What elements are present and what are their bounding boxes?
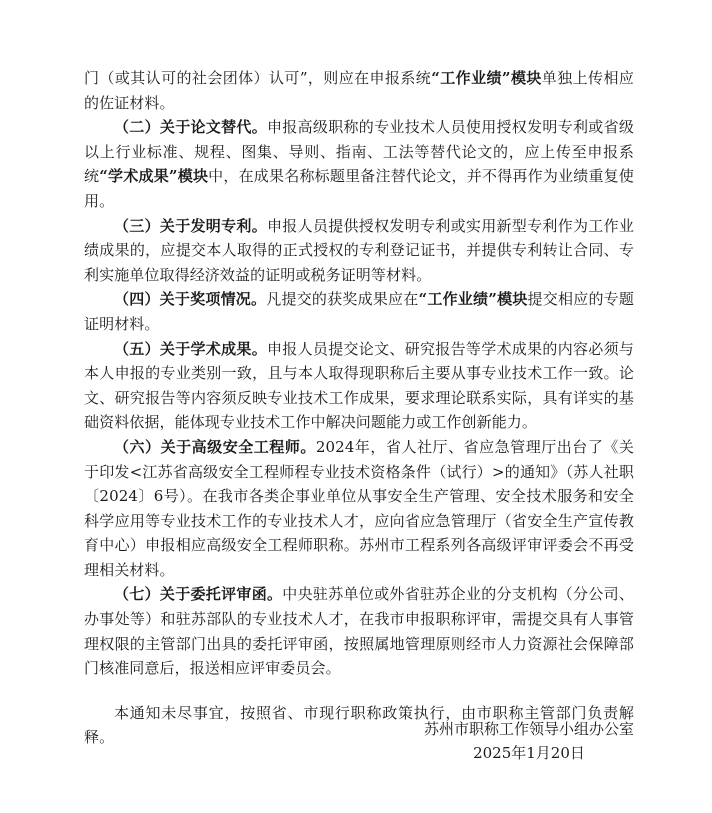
- paragraph-thesis-substitution: [84, 115, 634, 213]
- signature-block: [424, 717, 634, 765]
- bold-module-name: “工作业绩”模块: [431, 69, 542, 87]
- closing-paragraph: 本通知未尽事宜，按照省、市现行职称政策执行，由市职称主管部门负责解释。: [84, 703, 634, 747]
- text: 凡提交的获奖成果应在: [266, 290, 419, 309]
- issuing-organization: 苏州市职称工作领导小组办公室: [423, 720, 634, 738]
- text: 提交相应的专题证明材料。: [84, 290, 634, 333]
- paragraph-awards: [84, 287, 634, 336]
- text: 申报人员提供授权发明专利或实用新型专利作为工作业绩成果的，应提交本人取得的正式授权的专利登记证书，并提供专利转让合同、专利实施单位取得经济效益的证明或税务证明等材料。: [84, 216, 634, 284]
- paragraph-entrusted-review: [84, 582, 634, 680]
- section-heading: （二）关于论文替代。: [114, 118, 267, 137]
- text: 中，在成果名称标题里备注替代论文，并不得再作为业绩重复使用。: [84, 167, 634, 210]
- bold-module-name: “工作业绩”模块: [418, 290, 528, 309]
- text: 申报高级职称的专业技术人员使用授权发明专利或省级以上行业标准、规程、图集、导则、指南、工法等替代论文的，应上传至申报系统: [84, 118, 634, 186]
- bold-module-name: “学术成果”模块: [99, 167, 209, 186]
- section-heading: （三）关于发明专利。: [114, 216, 267, 235]
- section-heading: （六）关于高级安全工程师。: [114, 437, 316, 456]
- document-body: [84, 66, 634, 750]
- paragraph-academic-results: [84, 337, 634, 435]
- text: 申报人员提交论文、研究报告等学术成果的内容必须与本人申报的专业类别一致，且与本人取得现职称后主要从事专业技术工作一致。论文、研究报告等内容须反映专业技术工作成果，要求理论联系实际，具有详实的基础资料依据，能体现专业技术工作中解决问题能力或工作创新能力。: [84, 339, 634, 432]
- text: 2024年，省人社厅、省应急管理厅出台了《关于印发<江苏省高级安全工程师程专业技术资格条件（试行）>的通知》（苏人社职〔2024〕6号）。在我市各类企事业单位从事安全生产管理、安全技术服务和安全科学应用等专业技术工作的专业技术人才，应向省应急管理厅（省安全生产宣传教育中心）申报相应高级安全工程师职称。苏州市工程系列各高级评审评委会不再受理相关材料。: [84, 437, 634, 579]
- paragraph-safety-engineer: [84, 435, 634, 583]
- text: 单独上传相应的佐证材料。: [84, 69, 634, 112]
- issue-date: 2025年1月20日: [473, 744, 585, 762]
- text: 中央驻苏单位或外省驻苏企业的分支机构（分公司、办事处等）和驻苏部队的专业技术人才，在我市申报职称评审，需提交具有人事管理权限的主管部门出具的委托评审函，按照属地管理原则经市人力资源社会保障部门核准同意后，报送相应评审委员会。: [84, 585, 634, 678]
- paragraph-invention-patent: [84, 214, 634, 288]
- section-heading: （五）关于学术成果。: [114, 339, 267, 358]
- paragraph-continuation: [84, 66, 634, 115]
- text: 门（或其认可的社会团体）认可”，则应在申报系统: [84, 69, 432, 87]
- section-heading: （七）关于委托评审函。: [114, 585, 283, 604]
- section-heading: （四）关于奖项情况。: [114, 290, 267, 309]
